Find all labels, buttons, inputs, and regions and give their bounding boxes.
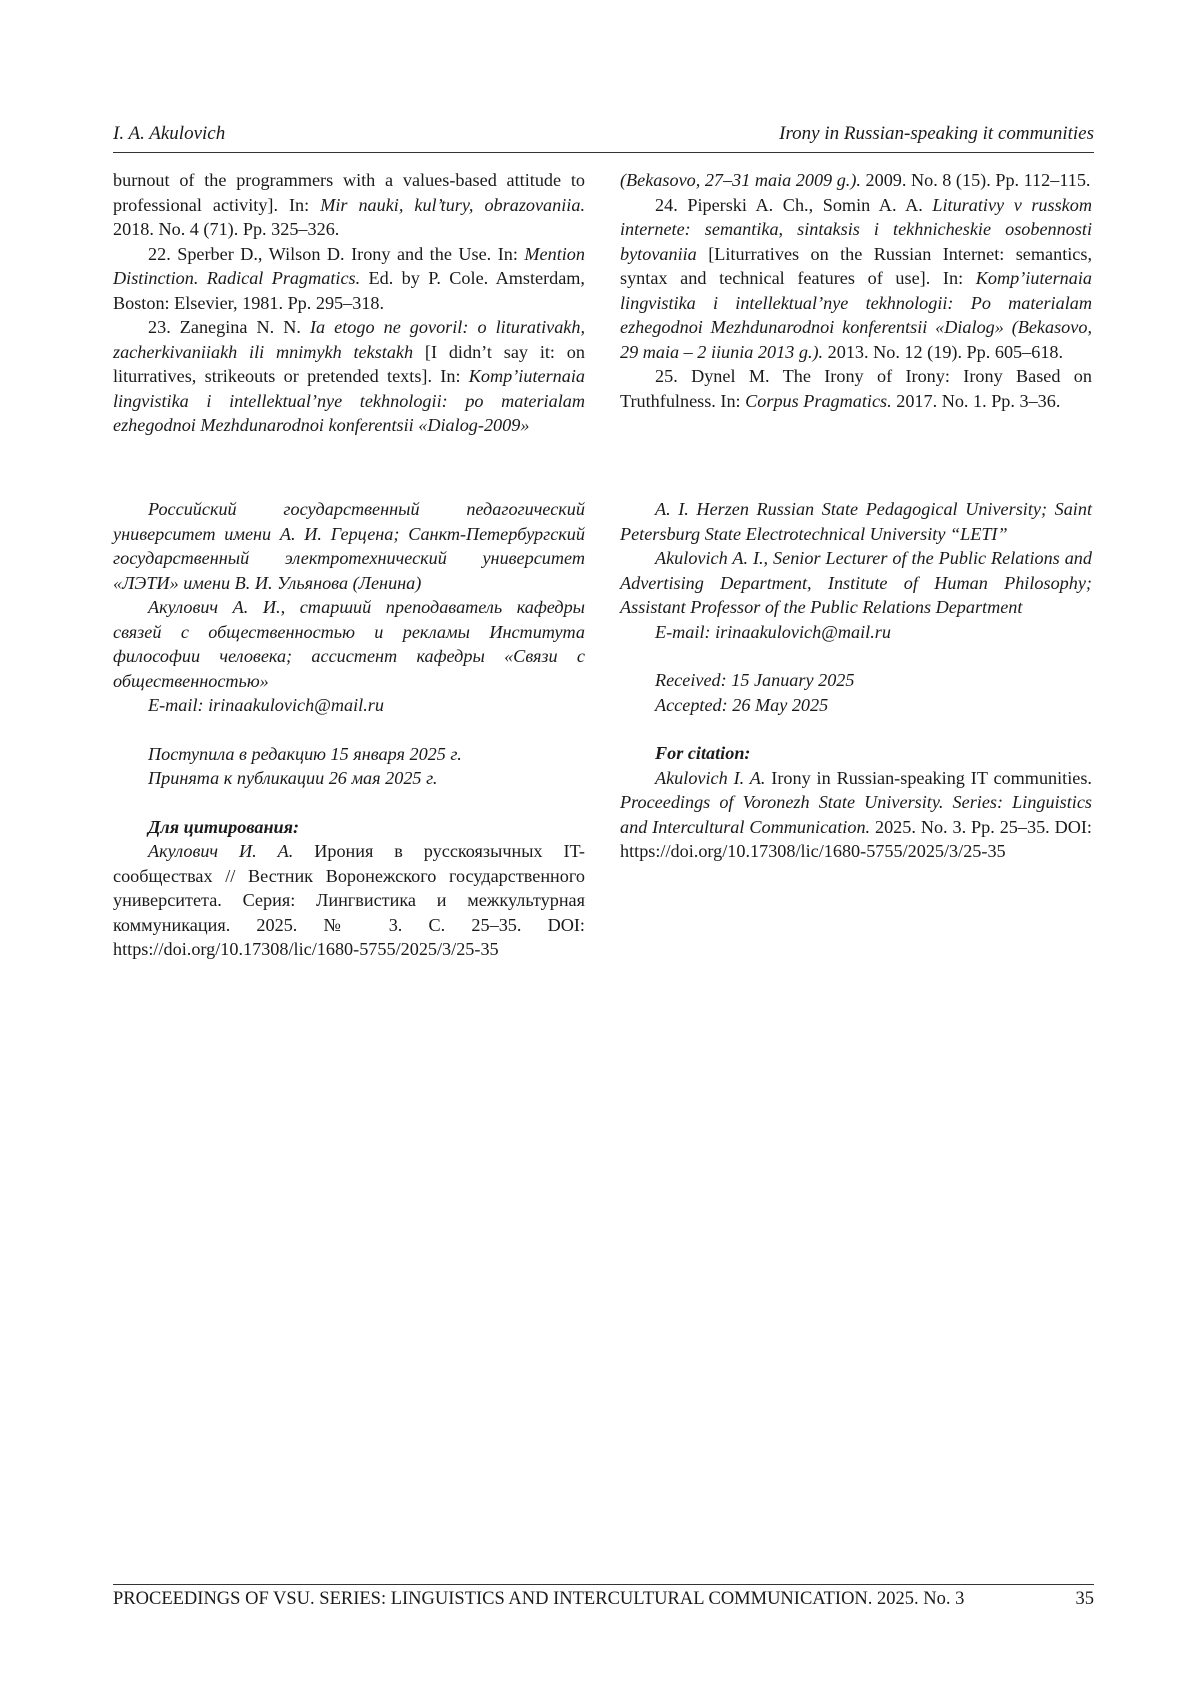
citation-ru: Акулович И. А. Ирония в русскоязычных IT-сообществах // Вестник Воронежского государственного университета. Серия: Лингвистика и межкультурная коммуникация. 2025. № 3. С. 25–35. DOI: https://doi.org/10.17308/lic/1680-5755/2025/3/25-35 bbox=[113, 841, 585, 959]
author-info-russian bbox=[113, 497, 585, 962]
header-rule bbox=[113, 152, 1094, 153]
footer-journal: PROCEEDINGS OF VSU. SERIES: LINGUISTICS AND INTERCULTURAL COMMUNICATION. 2025. No. 3 bbox=[113, 1589, 965, 1609]
references-left-column bbox=[113, 168, 585, 438]
email-ru: E-mail: irinaakulovich@mail.ru bbox=[148, 695, 384, 715]
received-ru: Поступила в редакцию 15 января 2025 г. bbox=[148, 743, 462, 764]
citation-label-ru: Для цитирования: bbox=[148, 816, 300, 837]
running-header bbox=[113, 123, 1094, 151]
reference-22: 22. Sperber D., Wilson D. Irony and the Use. In: Mention Distinction. Radical Pragmatics. Ed. by P. Cole. Amsterdam, Boston: Elsevier, 1981. Pp. 295–318. bbox=[113, 243, 585, 313]
reference-23-continuation: (Bekasovo, 27–31 maia 2009 g.). 2009. No. 8 (15). Pp. 112–115. bbox=[620, 170, 1091, 190]
affiliation-ru: Российский государственный педагогический университет имени А. И. Герцена; Санкт-Петербургский государственный электротехнический университет «ЛЭТИ» имени В. И. Ульянова (Ленина) bbox=[113, 499, 585, 593]
reference-23: 23. Zanegina N. N. Ia etogo ne govoril: o liturativakh, zacherkivaniiakh ili mnimykh tekstakh [I didn’t say it: on liturratives, strikeouts or pretended texts]. In: Komp’iuternaia lingvistika i intellektual’nye tekhnologii: po materialam ezhegodnoi Mezhdunarodnoi konferentsii «Dialog-2009» bbox=[113, 317, 586, 435]
accepted-ru: Принята к публикации 26 мая 2025 г. bbox=[148, 768, 438, 788]
author-position-en: Akulovich A. I., Senior Lecturer of the Public Relations and Advertising Department, Institute of Human Philosophy; Assistant Professor of the Public Relations Department bbox=[620, 548, 1092, 617]
page-number: 35 bbox=[1075, 1589, 1094, 1609]
references-right-column bbox=[620, 168, 1092, 413]
footer-rule bbox=[113, 1584, 1094, 1585]
reference-continuation: burnout of the programmers with a values-based attitude to professional activity]. In: Mir nauki, kul’tury, obrazovaniia. 2018. No. 4 (71). Pp. 325–326. bbox=[113, 170, 585, 239]
email-en: E-mail: irinaakulovich@mail.ru bbox=[655, 621, 891, 642]
received-en: Received: 15 January 2025 bbox=[655, 670, 855, 690]
citation-en: Akulovich I. A. Irony in Russian-speaking IT communities. Proceedings of Voronezh State University. Series: Linguistics and Intercultural Communication. 2025. No. 3. Pp. 25–35. DOI: https://doi.org/10.17308/lic/1680-5755/2025/3/25-35 bbox=[620, 767, 1092, 861]
accepted-en: Accepted: 26 May 2025 bbox=[655, 694, 829, 715]
reference-24: 24. Piperski A. Ch., Somin A. A. Liturativy v russkom internete: semantika, sintaksis i tekhnicheskie osobennosti bytovaniia [Liturratives on the Russian Internet: semantics, syntax and technical features of use]. In: Komp’iuternaia lingvistika i intellektual’nye tekhnologii: Po materialam ezhegodnoi Mezhdunarodnoi konferentsii «Dialog» (Bekasovo, 29 maia – 2 iiunia 2013 g.). 2013. No. 12 (19). Pp. 605–618. bbox=[620, 194, 1092, 362]
citation-label-en: For citation: bbox=[655, 743, 751, 763]
running-footer bbox=[113, 1589, 1094, 1615]
author-info-english bbox=[620, 497, 1092, 864]
header-author: I. A. Akulovich bbox=[113, 123, 226, 144]
reference-25: 25. Dynel M. The Irony of Irony: Irony Based on Truthfulness. In: Corpus Pragmatics. 2017. No. 1. Pp. 3–36. bbox=[620, 366, 1092, 411]
affiliation-en: A. I. Herzen Russian State Pedagogical University; Saint Petersburg State Electrotechnical University “LETI” bbox=[620, 499, 1092, 544]
author-position-ru: Акулович А. И., старший преподаватель кафедры связей с общественностью и рекламы Института философии человека; ассистент кафедры «Связи с общественностью» bbox=[113, 597, 585, 691]
header-article-title: Irony in Russian-speaking it communities bbox=[779, 123, 1094, 144]
